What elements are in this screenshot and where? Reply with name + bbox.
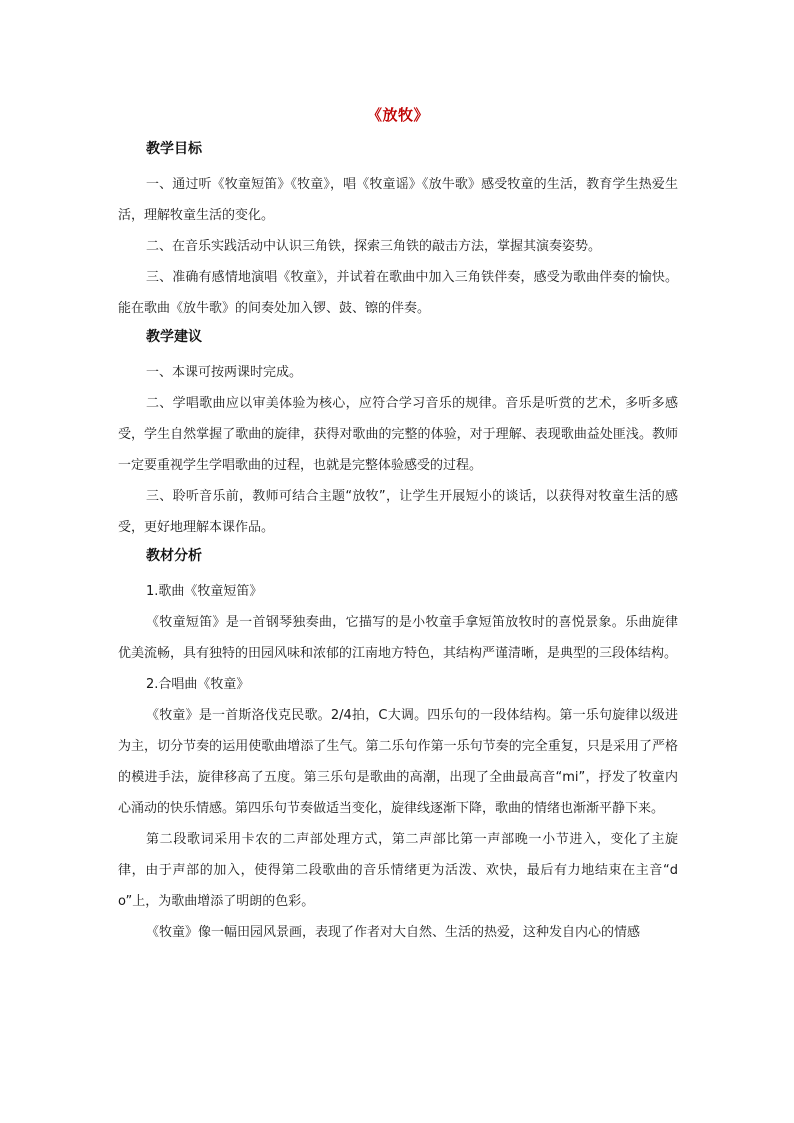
analysis-subheading-2: 2.合唱曲《牧童》	[146, 677, 250, 692]
suggestion-item-2: 二、学唱歌曲应以审美体验为核心，应符合学习音乐的规律。音乐是听赏的艺术，多听多感受，学生自然掌握了歌曲的旋律，获得对歌曲的完整的体验，对于理解、表现歌曲益处匪浅。教师一定要重视学生学唱歌曲的过程，也就是完整体验感受的过程。	[118, 396, 678, 473]
goal-item-3: 三、准确有感情地演唱《牧童》，并试着在歌曲中加入三角铁伴奏，感受为歌曲伴奏的愉快。能在歌曲《放牛歌》的间奏处加入锣、鼓、镲的伴奏。	[118, 270, 678, 316]
analysis-paragraph-1: 《牧童短笛》是一首钢琴独奏曲，它描写的是小牧童手拿短笛放牧时的喜悦景象。乐曲旋律优美流畅，具有独特的田园风味和浓郁的江南地方特色，其结构严谨清晰，是典型的三段体结构。	[118, 615, 678, 661]
document-body	[118, 104, 678, 948]
document-title: 《放牧》	[366, 106, 429, 124]
goal-item-1: 一、通过听《牧童短笛》《牧童》，唱《牧童谣》《放牛歌》感受牧童的生活，教育学生热爱生活，理解牧童生活的变化。	[118, 177, 678, 223]
suggestion-item-3: 三、聆听音乐前，教师可结合主题“放牧”，让学生开展短小的谈话，以获得对牧童生活的感受，更好地理解本课作品。	[118, 489, 678, 535]
analysis-subheading-1: 1.歌曲《牧童短笛》	[146, 584, 263, 599]
analysis-paragraph-4: 《牧童》像一幅田园风景画，表现了作者对大自然、生活的热爱，这种发自内心的情感	[146, 925, 641, 940]
section-heading-suggestions: 教学建议	[146, 329, 202, 345]
analysis-paragraph-3: 第二段歌词采用卡农的二声部处理方式，第二声部比第一声部晚一小节进入，变化了主旋律，由于声部的加入，使得第二段歌曲的音乐情绪更为活泼、欢快，最后有力地结束在主音“do”上，为歌曲增添了明朗的色彩。	[118, 832, 678, 909]
goal-item-2: 二、在音乐实践活动中认识三角铁，探索三角铁的敲击方法，掌握其演奏姿势。	[146, 239, 602, 254]
analysis-paragraph-2: 《牧童》是一首斯洛伐克民歌。2/4拍，C大调。四乐句的一段体结构。第一乐句旋律以级进为主，切分节奏的运用使歌曲增添了生气。第二乐句作第一乐句节奏的完全重复，只是采用了严格的模进手法，旋律移高了五度。第三乐句是歌曲的高潮，出现了全曲最高音“mi”，抒发了牧童内心涌动的快乐情感。第四乐句节奏做适当变化，旋律线逐渐下降，歌曲的情绪也渐渐平静下来。	[118, 708, 678, 816]
section-heading-analysis: 教材分析	[146, 548, 202, 564]
suggestion-item-1: 一、本课可按两课时完成。	[146, 365, 303, 380]
section-heading-goals: 教学目标	[146, 141, 202, 157]
